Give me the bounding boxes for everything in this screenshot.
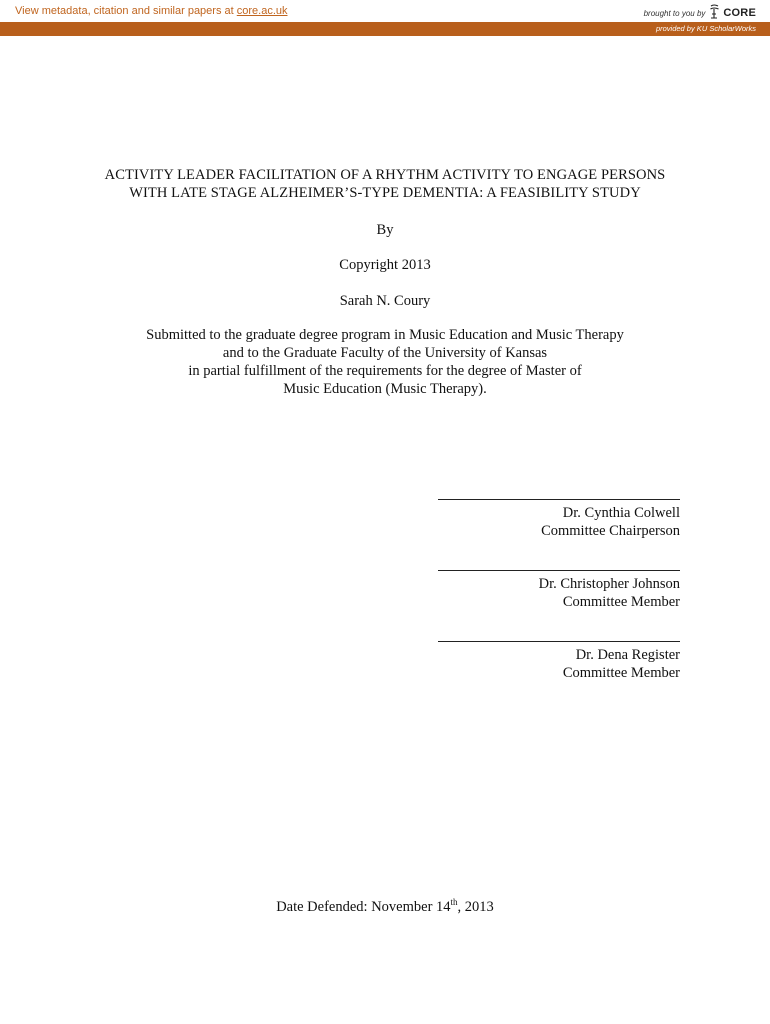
date-ordinal-suffix: th bbox=[450, 897, 458, 907]
submission-statement bbox=[40, 326, 730, 398]
signature-line bbox=[438, 641, 680, 642]
core-ac-uk-link[interactable]: core.ac.uk bbox=[236, 5, 288, 17]
submission-line-4: Music Education (Music Therapy). bbox=[283, 381, 487, 397]
submission-line-2: and to the Graduate Faculty of the University of Kansas bbox=[222, 345, 548, 361]
submission-line-3: in partial fulfillment of the requirements for the degree of Master of bbox=[188, 363, 582, 379]
date-defended bbox=[40, 898, 730, 916]
core-banner-top bbox=[0, 0, 770, 22]
committee-member-name: Dr. Christopher Johnson bbox=[538, 576, 680, 592]
core-logo-icon bbox=[708, 4, 720, 20]
by-label: By bbox=[376, 222, 394, 238]
core-logo-text: CORE bbox=[723, 7, 756, 19]
submission-line-1: Submitted to the graduate degree program in Music Education and Music Therapy bbox=[146, 327, 624, 343]
core-banner bbox=[0, 0, 770, 36]
core-provided-by-text: provided by KU ScholarWorks bbox=[655, 24, 756, 33]
committee-signature-member-1 bbox=[438, 570, 680, 611]
core-metadata-text: View metadata, citation and similar papers at bbox=[15, 5, 237, 17]
core-provider-strip bbox=[0, 22, 770, 36]
core-brought-by[interactable] bbox=[644, 2, 756, 20]
committee-member-role: Committee Member bbox=[562, 665, 680, 681]
committee-signature-chair bbox=[438, 499, 680, 540]
date-defended-year: , 2013 bbox=[457, 899, 494, 915]
date-defended-prefix: Date Defended: November 14 bbox=[276, 899, 451, 915]
signature-line bbox=[438, 570, 680, 571]
thesis-title bbox=[40, 166, 730, 202]
author-name: Sarah N. Coury bbox=[339, 293, 431, 309]
committee-member-role: Committee Member bbox=[562, 594, 680, 610]
committee-member-name: Dr. Dena Register bbox=[575, 647, 680, 663]
core-metadata-notice bbox=[15, 5, 288, 17]
core-brought-text: brought to you by bbox=[643, 9, 706, 18]
signature-line bbox=[438, 499, 680, 500]
committee-member-role: Committee Chairperson bbox=[541, 523, 680, 539]
thesis-title-line-2: WITH LATE STAGE ALZHEIMER’S-TYPE DEMENTIA: A FEASIBILITY STUDY bbox=[129, 185, 641, 201]
committee-member-name: Dr. Cynthia Colwell bbox=[562, 505, 680, 521]
committee-signature-member-2 bbox=[438, 641, 680, 682]
thesis-title-line-1: ACTIVITY LEADER FACILITATION OF A RHYTHM ACTIVITY TO ENGAGE PERSONS bbox=[104, 167, 666, 183]
copyright-notice: Copyright 2013 bbox=[339, 257, 431, 273]
